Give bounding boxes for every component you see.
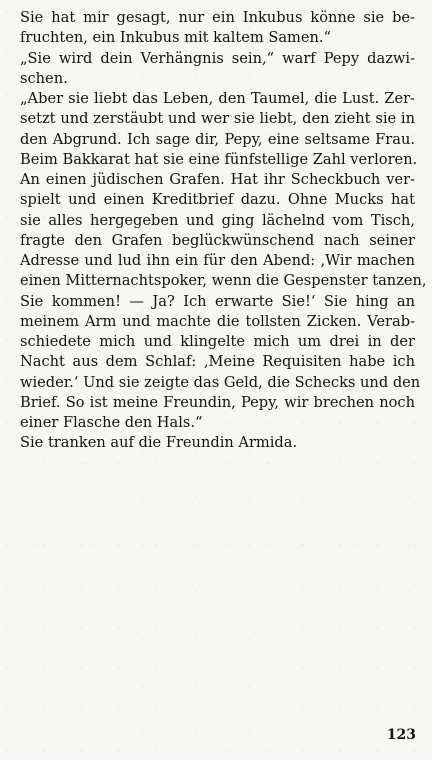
text-line: fruchten, ein Inkubus mit kaltem Samen.“ [20, 29, 332, 47]
text-line: schen. [20, 69, 68, 87]
text-line: fragte den Grafen beglückwünschend nach seiner [20, 231, 415, 249]
text-line: Brief. So ist meine Freundin, Pepy, wir brechen noch [20, 393, 415, 411]
text-line: Sie tranken auf die Freundin Armida. [20, 434, 298, 452]
text-line: wieder.‘ Und sie zeigte das Geld, die Schecks und den [20, 373, 421, 391]
text-line: An einen jüdischen Grafen. Hat ihr Scheckbuch ver- [20, 171, 415, 188]
text-line: „Sie wird dein Verhängnis sein,“ warf Pepy dazwi- [20, 49, 415, 67]
text-line: Sie hat mir gesagt, nur ein Inkubus könne sie be- [20, 9, 415, 26]
text-line: einer Flasche den Hals.“ [20, 414, 203, 431]
text-line: schiedete mich und klingelte mich um drei in der [20, 333, 415, 350]
page-number: 123 [386, 727, 416, 743]
text-line: Beim Bakkarat hat sie eine fünfstellige Zahl verloren. [20, 150, 418, 168]
text-line: meinem Arm und machte die tollsten Zicken. Verab- [20, 312, 415, 330]
text-line: setzt und zerstäubt und wer sie liebt, den zieht sie in [20, 110, 415, 128]
body-text [20, 8, 427, 454]
text-line: den Abgrund. Ich sage dir, Pepy, eine seltsame Frau. [20, 130, 415, 148]
text-line: einen Mitternachtspoker, wenn die Gespenster tanzen, [20, 272, 427, 290]
text-line: „Aber sie liebt das Leben, den Taumel, die Lust. Zer- [20, 90, 415, 107]
text-line: spielt und einen Kreditbrief dazu. Ohne Mucks hat [20, 191, 415, 209]
text-line: Adresse und lud ihn ein für den Abend: ‚Wir machen [20, 252, 415, 269]
text-line: sie alles hergegeben und ging lächelnd vom Tisch, [20, 211, 415, 229]
text-line: Nacht aus dem Schlaf: ‚Meine Requisiten habe ich [20, 353, 415, 371]
text-line: Sie kommen! — Ja? Ich erwarte Sie!‘ Sie hing an [20, 292, 415, 310]
